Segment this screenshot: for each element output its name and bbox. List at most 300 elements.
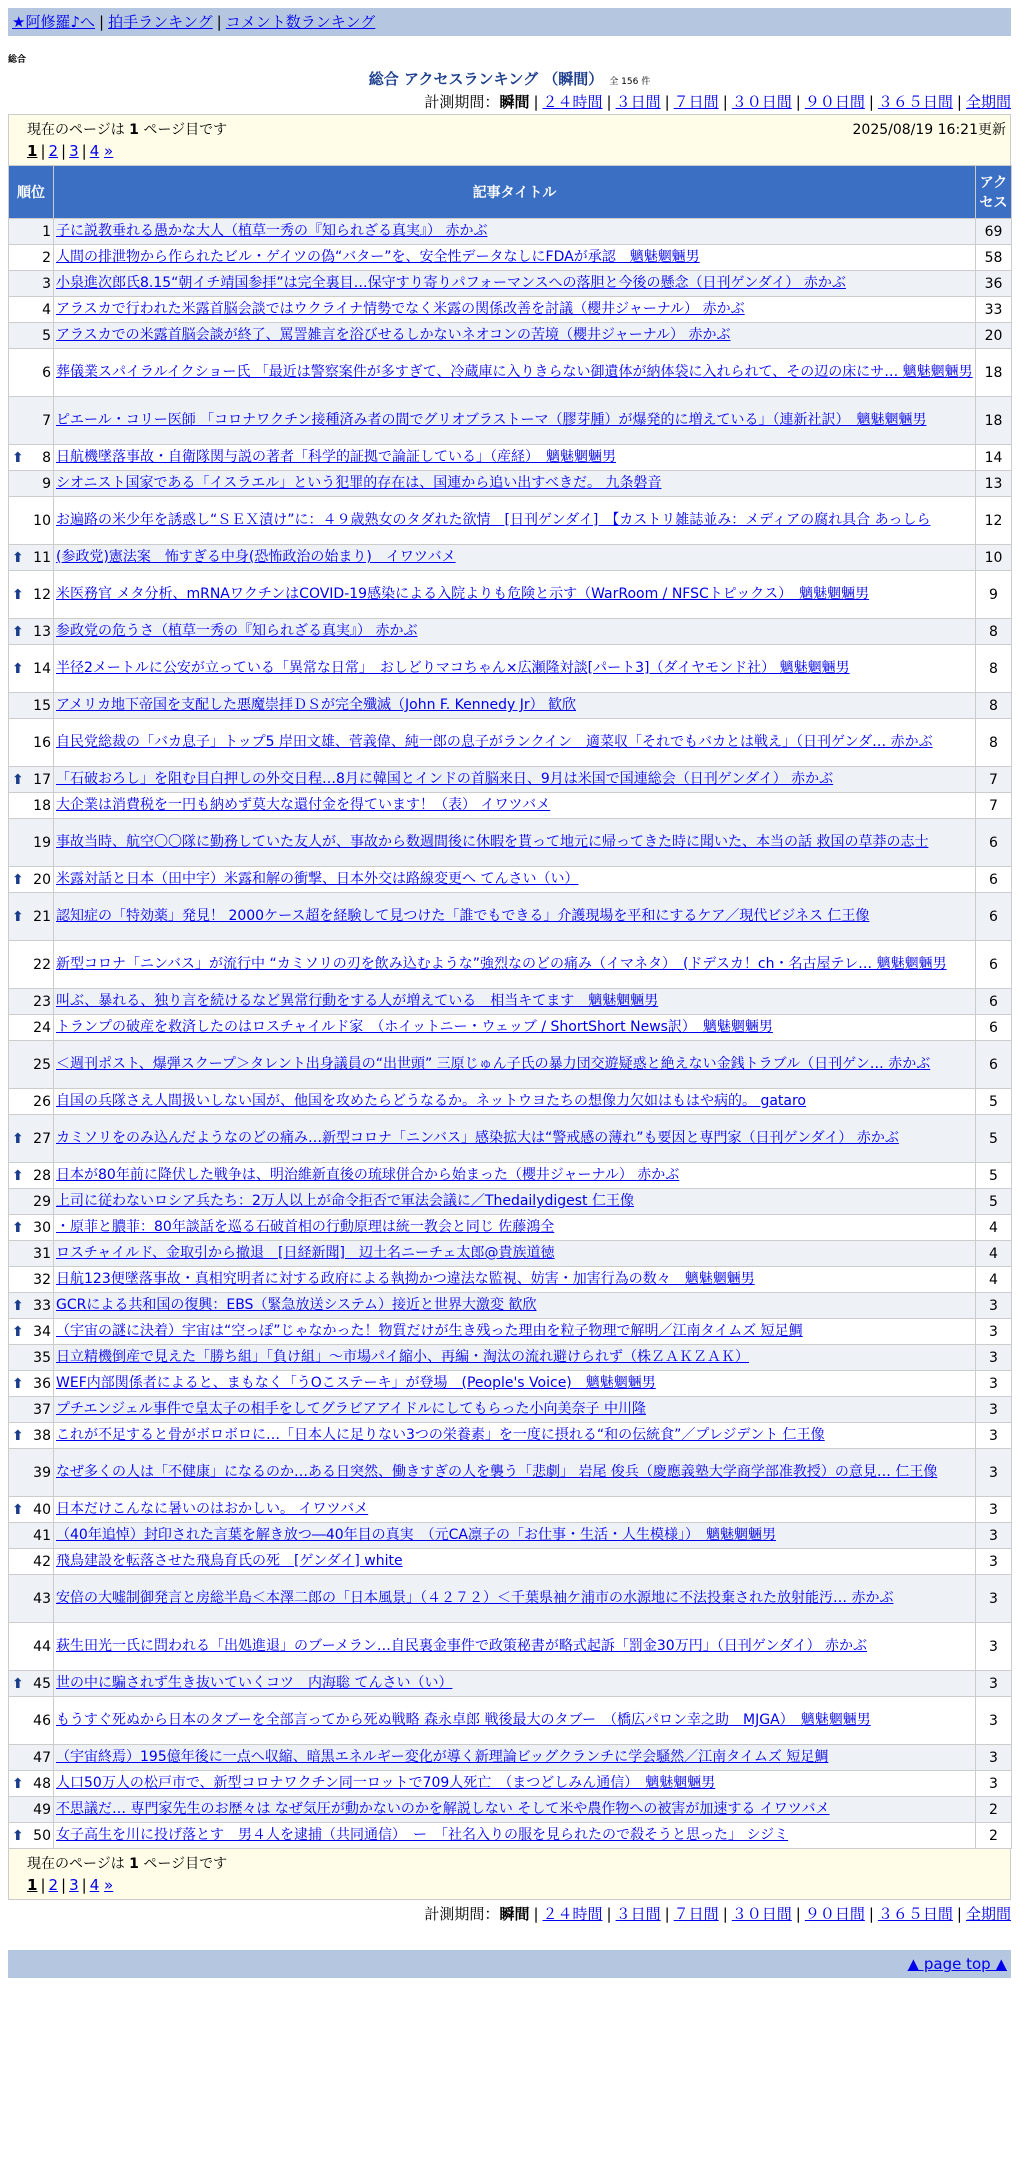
article-link[interactable]: 日航123便墜落事故・真相究明者に対する政府による執拗かつ違法な監視、妨害・加害行為の数々 魑魅魍魎男	[56, 1271, 755, 1287]
table-row	[9, 1771, 1012, 1797]
table-row	[9, 1115, 1012, 1163]
table-row	[9, 1345, 1012, 1371]
access-header: アクセス	[976, 166, 1012, 219]
rank-up-arrow-icon: ⬆	[12, 771, 24, 788]
title-cell	[54, 1041, 976, 1089]
page-top-link[interactable]: ▲ page top ▲	[907, 1955, 1007, 1973]
access-count: 6	[976, 867, 1012, 893]
article-link[interactable]: ・原菲と膿菲：80年談話を巡る石破首相の行動原理は統一教会と同じ 佐藤鴻全	[56, 1219, 555, 1235]
article-link[interactable]: （宇宙の謎に決着）宇宙は“空っぽ”じゃなかった！物質だけが生き残った理由を粒子物理で解明／江南タイムズ 短足鯛	[56, 1323, 803, 1339]
table-row	[9, 545, 1012, 571]
period-link[interactable]: ３日間	[615, 1905, 661, 1923]
rank-header: 順位	[9, 166, 54, 219]
rank-cell	[9, 397, 54, 445]
rank-cell	[9, 349, 54, 397]
table-row	[9, 445, 1012, 471]
rank-cell	[9, 1293, 54, 1319]
table-row	[9, 271, 1012, 297]
title-cell	[54, 941, 976, 989]
rank-number: 47	[33, 1749, 51, 1766]
table-row	[9, 1293, 1012, 1319]
article-link[interactable]: 上司に従わないロシア兵たち：2万人以上が命令拒否で軍法会議に／Thedailydigest 仁王像	[56, 1193, 634, 1209]
rank-cell	[9, 1623, 54, 1671]
table-row	[9, 1041, 1012, 1089]
ranking-title: 総合 アクセスランキング （瞬間）	[368, 70, 604, 88]
table-row	[9, 471, 1012, 497]
rank-up-arrow-icon: ⬆	[12, 871, 24, 888]
title-cell	[54, 1449, 976, 1497]
rank-number: 42	[33, 1553, 51, 1570]
title-cell	[54, 1215, 976, 1241]
title-cell	[54, 867, 976, 893]
title-cell	[54, 471, 976, 497]
rank-number: 9	[42, 475, 51, 492]
rank-cell	[9, 793, 54, 819]
access-count: 3	[976, 1371, 1012, 1397]
rank-number: 39	[33, 1464, 51, 1481]
article-link[interactable]: 自国の兵隊さえ人間扱いしない国が、他国を攻めたらどうなるか。ネットウヨたちの想像力欠如はもはや病的。 gataro	[56, 1093, 806, 1109]
title-cell	[54, 693, 976, 719]
title-cell	[54, 1623, 976, 1671]
article-link[interactable]: プチエンジェル事件で皇太子の相手をしてグラビアアイドルにしてもらった小向美奈子 中川隆	[56, 1401, 646, 1417]
rank-up-arrow-icon: ⬆	[12, 1219, 24, 1236]
period-separator: |	[795, 93, 801, 111]
title-cell	[54, 1697, 976, 1745]
access-count: 8	[976, 693, 1012, 719]
article-link[interactable]: 女子高生を川に投げ落とす 男４人を逮捕（共同通信） ー 「社名入りの服を見られたので殺そうと思った」 シジミ	[56, 1827, 789, 1843]
period-separator: |	[664, 93, 670, 111]
article-link[interactable]: 自民党総裁の「バカ息子」トップ5 岸田文雄、菅義偉、純一郎の息子がランクイン 適菜収「それでもバカとは戦え」（日刊ゲンダ… 赤かぶ	[56, 734, 933, 750]
period-link[interactable]: ９０日間	[804, 93, 865, 111]
access-count: 3	[976, 1523, 1012, 1549]
table-row	[9, 1163, 1012, 1189]
period-separator: |	[606, 93, 612, 111]
article-link[interactable]: 大企業は消費税を一円も納めず莫大な還付金を得ています！（表） イワツバメ	[56, 797, 551, 813]
period-separator: |	[868, 93, 874, 111]
title-cell	[54, 545, 976, 571]
article-link[interactable]: （40年追悼）封印された言葉を解き放つ―40年目の真実 （元CA凛子の「お仕事・生活・人生模様」） 魑魅魍魎男	[56, 1527, 776, 1543]
title-cell	[54, 349, 976, 397]
access-count: 4	[976, 1215, 1012, 1241]
rank-cell	[9, 645, 54, 693]
rank-cell	[9, 941, 54, 989]
pager-separator: |	[61, 1876, 67, 1894]
rank-cell	[9, 297, 54, 323]
table-row	[9, 719, 1012, 767]
rank-number: 40	[33, 1501, 51, 1518]
rank-number: 6	[42, 364, 51, 381]
title-cell	[54, 245, 976, 271]
title-cell	[54, 1797, 976, 1823]
table-row	[9, 693, 1012, 719]
title-cell	[54, 219, 976, 245]
access-count: 5	[976, 1115, 1012, 1163]
article-link[interactable]: 人間の排泄物から作られたビル・ゲイツの偽“バター”を、安全性データなしにFDAが承認 魑魅魍魎男	[56, 249, 700, 265]
rank-cell	[9, 619, 54, 645]
rank-number: 3	[42, 275, 51, 292]
period-link[interactable]: ９０日間	[804, 1905, 865, 1923]
pager-link[interactable]: 4	[89, 142, 100, 160]
rank-cell	[9, 1745, 54, 1771]
rank-number: 13	[33, 623, 51, 640]
rank-number: 1	[42, 223, 51, 240]
pager-link[interactable]: 2	[48, 142, 59, 160]
rank-number: 4	[42, 301, 51, 318]
period-link[interactable]: ３６５日間	[877, 1905, 953, 1923]
access-count: 6	[976, 1041, 1012, 1089]
table-row	[9, 323, 1012, 349]
rank-number: 21	[33, 908, 51, 925]
rank-up-arrow-icon: ⬆	[12, 660, 24, 677]
title-cell	[54, 1423, 976, 1449]
period-link[interactable]: ３０日間	[731, 93, 792, 111]
table-row	[9, 1745, 1012, 1771]
period-link[interactable]: 全期間	[965, 1905, 1011, 1923]
access-count: 6	[976, 941, 1012, 989]
table-row	[9, 867, 1012, 893]
title-cell	[54, 445, 976, 471]
pager-separator: |	[40, 142, 46, 160]
rank-number: 17	[33, 771, 51, 788]
period-current: 瞬間	[499, 1905, 530, 1923]
pager-separator: |	[81, 1876, 87, 1894]
access-count: 8	[976, 619, 1012, 645]
article-link[interactable]: WEF内部関係者によると、まもなく「うOこステーキ」が登場 (People's Voice) 魑魅魍魎男	[56, 1375, 656, 1391]
table-row	[9, 1267, 1012, 1293]
rank-number: 36	[33, 1375, 51, 1392]
title-cell	[54, 1241, 976, 1267]
period-separator: |	[533, 1905, 539, 1923]
rank-number: 27	[33, 1130, 51, 1147]
rank-number: 10	[33, 512, 51, 529]
access-count: 6	[976, 819, 1012, 867]
rank-number: 24	[33, 1019, 51, 1036]
title-cell	[54, 1523, 976, 1549]
rank-number: 31	[33, 1245, 51, 1262]
article-link[interactable]: 世の中に騙されず生き抜いていくコツ 内海聡 てんさい（い）	[56, 1675, 453, 1691]
rank-number: 30	[33, 1219, 51, 1236]
article-link[interactable]: (参政党)憲法案 怖すぎる中身(恐怖政治の始まり) イワツバメ	[56, 549, 456, 565]
title-cell	[54, 323, 976, 349]
period-label: 計測期間：	[424, 1905, 500, 1923]
access-count: 2	[976, 1823, 1012, 1849]
table-row	[9, 1671, 1012, 1697]
rank-cell	[9, 1345, 54, 1371]
rank-cell	[9, 323, 54, 349]
access-count: 8	[976, 645, 1012, 693]
rank-number: 28	[33, 1167, 51, 1184]
period-separator: |	[956, 1905, 962, 1923]
page-info-box	[8, 114, 1011, 165]
period-link[interactable]: ７日間	[673, 1905, 719, 1923]
period-selector	[8, 90, 1011, 114]
access-count: 10	[976, 545, 1012, 571]
article-link[interactable]: 新型コロナ「ニンバス」が流行中 “カミソリの刃を飲み込むような”強烈なのどの痛み（イマネタ） (ドデスカ！ch・名古屋テレ… 魑魅魍魎男	[56, 956, 947, 972]
rank-up-arrow-icon: ⬆	[12, 1427, 24, 1444]
article-link[interactable]: ロスチャイルド、金取引から撤退 [日経新聞] 辺土名ニーチェ太郎@貴族道徳	[56, 1245, 555, 1261]
article-link[interactable]: 子に説教垂れる愚かな大人（植草一秀の『知られざる真実』） 赤かぶ	[56, 223, 488, 239]
pager-link[interactable]: 4	[89, 1876, 100, 1894]
rank-number: 5	[42, 327, 51, 344]
rank-number: 44	[33, 1638, 51, 1655]
table-row	[9, 349, 1012, 397]
title-cell	[54, 1345, 976, 1371]
rank-number: 7	[42, 412, 51, 429]
rank-cell	[9, 1089, 54, 1115]
title-cell	[54, 1319, 976, 1345]
article-link[interactable]: アメリカ地下帝国を支配した悪魔崇拝ＤＳが完全殲滅（John F. Kennedy Jr） 歓欣	[56, 697, 577, 713]
article-link[interactable]: 「石破おろし」を阻む目白押しの外交日程…8月に韓国とインドの首脳来日、9月は米国で国連総会（日刊ゲンダイ） 赤かぶ	[56, 771, 834, 787]
rank-number: 48	[33, 1775, 51, 1792]
title-cell	[54, 893, 976, 941]
article-link[interactable]: 半径2メートルに公安が立っている「異常な日常」 おしどりマコちゃん×広瀬隆対談[パート3]（ダイヤモンド社） 魑魅魍魎男	[56, 660, 850, 676]
rank-number: 26	[33, 1093, 51, 1110]
home-link[interactable]: ★阿修羅♪へ	[12, 13, 96, 31]
article-link[interactable]: 日立精機倒産で見えた「勝ち組」「負け組」〜市場パイ縮小、再編・淘汰の流れ避けられず（株ＺＡＫＺＡＫ）	[56, 1349, 749, 1365]
article-link[interactable]: 米露対話と日本（田中宇）米露和解の衝撃、日本外交は路線変更へ てんさい（い）	[56, 871, 579, 887]
access-count: 3	[976, 1293, 1012, 1319]
article-link[interactable]: 不思議だ… 専門家先生のお歴々は なぜ気圧が動かないのかを解説しない そして米や農作物への被害が加速する イワツバメ	[56, 1801, 830, 1817]
period-separator: |	[722, 1905, 728, 1923]
access-count: 3	[976, 1697, 1012, 1745]
access-count: 12	[976, 497, 1012, 545]
period-current: 瞬間	[499, 93, 530, 111]
pager-link[interactable]: 2	[48, 1876, 59, 1894]
table-row	[9, 1449, 1012, 1497]
title-cell	[54, 1771, 976, 1797]
title-cell	[54, 819, 976, 867]
access-count: 33	[976, 297, 1012, 323]
pager-next-link[interactable]: »	[104, 1876, 114, 1894]
rank-cell	[9, 1163, 54, 1189]
article-link[interactable]: もうすぐ死ぬから日本のタブーを全部言ってから死ぬ戦略 森永卓郎 戦後最大のタブー （橋広パロン幸之助 MJGA） 魑魅魍魎男	[56, 1712, 871, 1728]
table-row	[9, 1089, 1012, 1115]
pager-separator: |	[61, 142, 67, 160]
title-cell	[54, 1293, 976, 1319]
title-cell	[54, 1671, 976, 1697]
rank-up-arrow-icon: ⬆	[12, 1501, 24, 1518]
rank-cell	[9, 1549, 54, 1575]
rank-cell	[9, 819, 54, 867]
rank-cell	[9, 1523, 54, 1549]
article-link[interactable]: 日本が80年前に降伏した戦争は、明治維新直後の琉球併合から始まった（櫻井ジャーナル） 赤かぶ	[56, 1167, 680, 1183]
period-link[interactable]: ３０日間	[731, 1905, 792, 1923]
rank-number: 38	[33, 1427, 51, 1444]
rank-number: 41	[33, 1527, 51, 1544]
article-link[interactable]: ピエール・コリー医師 「コロナワクチン接種済み者の間でグリオブラストーマ（膠芽腫）が爆発的に増えている」（連新社訳） 魑魅魍魎男	[56, 412, 927, 428]
rank-up-arrow-icon: ⬆	[12, 1375, 24, 1392]
pager-link[interactable]: 3	[69, 1876, 79, 1894]
article-link[interactable]: なぜ多くの人は「不健康」になるのか…ある日突然、働きすぎの人を襲う「悲劇」 岩尾 俊兵（慶應義塾大学商学部准教授）の意見… 仁王像	[56, 1464, 938, 1480]
rank-cell	[9, 1697, 54, 1745]
table-row	[9, 989, 1012, 1015]
rank-cell	[9, 1497, 54, 1523]
period-separator: |	[606, 1905, 612, 1923]
period-separator: |	[868, 1905, 874, 1923]
rank-cell	[9, 545, 54, 571]
rank-up-arrow-icon: ⬆	[12, 1130, 24, 1147]
access-count: 3	[976, 1449, 1012, 1497]
rank-cell	[9, 1771, 54, 1797]
table-row	[9, 1823, 1012, 1849]
table-row	[9, 1423, 1012, 1449]
pager-bottom	[27, 1876, 113, 1894]
item-count: 全 156 件	[609, 77, 651, 87]
title-cell	[54, 989, 976, 1015]
rank-cell	[9, 1397, 54, 1423]
rank-up-arrow-icon: ⬆	[12, 623, 24, 640]
article-link[interactable]: 葬儀業スパイラルイクショー氏 「最近は警察案件が多すぎて、冷蔵庫に入りきらない御遺体が納体袋に入れられて、その辺の床にサ… 魑魅魍魎男	[56, 364, 973, 380]
table-row	[9, 941, 1012, 989]
access-count: 18	[976, 349, 1012, 397]
rank-number: 25	[33, 1056, 51, 1073]
pager-link[interactable]: 3	[69, 142, 79, 160]
rank-up-arrow-icon: ⬆	[12, 1167, 24, 1184]
article-link[interactable]: トランプの破産を救済したのはロスチャイルド家 （ホイットニー・ウェッブ / ShortShort News訳） 魑魅魍魎男	[56, 1019, 773, 1035]
category-label: 総合	[8, 55, 27, 65]
rank-number: 19	[33, 834, 51, 851]
table-row	[9, 645, 1012, 693]
title-cell	[54, 497, 976, 545]
table-row	[9, 1497, 1012, 1523]
title-cell	[54, 767, 976, 793]
article-link[interactable]: （宇宙終焉）195億年後に一点へ収縮、暗黒エネルギー変化が導く新理論ビッグクランチに学会騒然／江南タイムズ 短足鯛	[56, 1749, 829, 1765]
access-count: 3	[976, 1397, 1012, 1423]
access-count: 3	[976, 1745, 1012, 1771]
period-link[interactable]: 全期間	[965, 93, 1011, 111]
pager-next-link[interactable]: »	[104, 142, 114, 160]
rank-cell	[9, 445, 54, 471]
title-cell	[54, 1745, 976, 1771]
article-link[interactable]: 人口50万人の松戸市で、新型コロナワクチン同一ロットで709人死亡 （まつどしみん通信） 魑魅魍魎男	[56, 1775, 716, 1791]
period-link[interactable]: ２４時間	[542, 93, 603, 111]
rank-up-arrow-icon: ⬆	[12, 1827, 24, 1844]
table-row	[9, 1241, 1012, 1267]
rank-number: 34	[33, 1323, 51, 1340]
rank-cell	[9, 471, 54, 497]
article-link[interactable]: シオニスト国家である「イスラエル」という犯罪的存在は、国連から追い出すべきだ。 九条磐音	[56, 475, 662, 491]
rank-cell	[9, 1371, 54, 1397]
rank-number: 22	[33, 956, 51, 973]
page-info-box-bottom	[8, 1849, 1011, 1900]
access-count: 3	[976, 1575, 1012, 1623]
rank-number: 11	[33, 549, 51, 566]
table-row	[9, 245, 1012, 271]
article-link[interactable]: 事故当時、航空〇〇隊に勤務していた友人が、事故から数週間後に休暇を貰って地元に帰ってきた時に聞いた、本当の話 救国の草莽の志士	[56, 834, 929, 850]
rank-number: 18	[33, 797, 51, 814]
article-link[interactable]: 日航機墜落事故・自衛隊関与説の著者「科学的証拠で論証している」（産経） 魑魅魍魎男	[56, 449, 616, 465]
article-link[interactable]: 認知症の「特効薬」発見！ 2000ケース超を経験して見つけた「誰でもできる」介護現場を平和にするケア／現代ビジネス 仁王像	[56, 908, 870, 924]
table-row	[9, 619, 1012, 645]
top-nav-bar	[8, 8, 1011, 36]
title-cell	[54, 571, 976, 619]
access-count: 3	[976, 1671, 1012, 1697]
bottom-bar	[8, 1950, 1011, 1978]
period-link[interactable]: ３６５日間	[877, 93, 953, 111]
access-count: 6	[976, 1015, 1012, 1041]
title-cell	[54, 719, 976, 767]
article-link[interactable]: アラスカでの米露首脳会談が終了、罵詈雑言を浴びせるしかないネオコンの苦境（櫻井ジャーナル） 赤かぶ	[56, 327, 731, 343]
rank-cell	[9, 497, 54, 545]
table-row	[9, 1189, 1012, 1215]
rank-up-arrow-icon: ⬆	[12, 1323, 24, 1340]
rank-cell	[9, 219, 54, 245]
title-cell	[54, 1823, 976, 1849]
table-row	[9, 1215, 1012, 1241]
rank-number: 35	[33, 1349, 51, 1366]
access-count: 7	[976, 793, 1012, 819]
article-link[interactable]: 萩生田光一氏に問われる「出処進退」のブーメラン…自民裏金事件で政策秘書が略式起訴「罰金30万円」（日刊ゲンダイ） 赤かぶ	[56, 1638, 868, 1654]
table-row	[9, 219, 1012, 245]
table-row	[9, 893, 1012, 941]
access-count: 18	[976, 397, 1012, 445]
period-separator: |	[956, 93, 962, 111]
title-cell	[54, 645, 976, 693]
rank-number: 29	[33, 1193, 51, 1210]
article-link[interactable]: アラスカで行われた米露首脳会談ではウクライナ情勢でなく米露の関係改善を討議（櫻井ジャーナル） 赤かぶ	[56, 301, 745, 317]
article-link[interactable]: これが不足すると骨がボロボロに…「日本人に足りない3つの栄養素」を一度に摂れる“和の伝統食”／プレジデント 仁王像	[56, 1427, 825, 1443]
access-count: 5	[976, 1189, 1012, 1215]
article-link[interactable]: 米医務官 メタ分析、mRNAワクチンはCOVID-19感染による入院よりも危険と示す（WarRoom / NFSCトピックス） 魑魅魍魎男	[56, 586, 870, 602]
rank-up-arrow-icon: ⬆	[12, 586, 24, 603]
rank-cell	[9, 719, 54, 767]
period-link[interactable]: ２４時間	[542, 1905, 603, 1923]
article-link[interactable]: 日本だけこんなに暑いのはおかしい。 イワツバメ	[56, 1501, 369, 1517]
rank-cell	[9, 271, 54, 297]
comment-ranking-link[interactable]: コメント数ランキング	[225, 13, 376, 31]
ranking-table	[8, 165, 1012, 1849]
clap-ranking-link[interactable]: 拍手ランキング	[108, 13, 213, 31]
article-link[interactable]: お遍路の米少年を誘惑し“ＳＥＸ漬け”に：４９歳熟女のタダれた欲情 [日刊ゲンダイ] 【カストリ雑誌並み：メディアの腐れ具合 あっしら	[56, 512, 931, 528]
table-row	[9, 1575, 1012, 1623]
access-count: 4	[976, 1267, 1012, 1293]
article-link[interactable]: 飛鳥建設を転落させた飛鳥育氏の死 [ゲンダイ] white	[56, 1553, 403, 1569]
table-row	[9, 819, 1012, 867]
access-count: 3	[976, 1423, 1012, 1449]
article-link[interactable]: 安倍の大嘘制御発言と房総半島＜本澤二郎の「日本風景」（４２７２）＜千葉県袖ケ浦市の水源地に不法投棄された放射能汚… 赤かぶ	[56, 1590, 894, 1606]
rank-cell	[9, 867, 54, 893]
period-link[interactable]: ３日間	[615, 93, 661, 111]
rank-cell	[9, 245, 54, 271]
access-count: 3	[976, 1497, 1012, 1523]
title-cell	[54, 297, 976, 323]
rank-number: 23	[33, 993, 51, 1010]
title-cell	[54, 271, 976, 297]
article-link[interactable]: GCRによる共和国の復興：EBS（緊急放送システム）接近と世界大激変 歓欣	[56, 1297, 537, 1313]
article-link[interactable]: 小泉進次郎氏8.15“朝イチ靖国参拝”は完全裏目…保守すり寄りパフォーマンスへの落胆と今後の懸念（日刊ゲンダイ） 赤かぶ	[56, 275, 846, 291]
nav-separator: |	[216, 13, 222, 31]
title-header: 記事タイトル	[54, 166, 976, 219]
period-link[interactable]: ７日間	[673, 93, 719, 111]
rank-up-arrow-icon: ⬆	[12, 1675, 24, 1692]
pager	[27, 142, 113, 160]
title-cell	[54, 1163, 976, 1189]
rank-up-arrow-icon: ⬆	[12, 908, 24, 925]
article-link[interactable]: 叫ぶ、暴れる、独り言を続けるなど異常行動をする人が増えている 相当キてます 魑魅魍魎男	[56, 993, 659, 1009]
article-link[interactable]: ＜週刊ポスト、爆弾スクープ＞タレント出身議員の“出世頭” 三原じゅん子氏の暴力団交遊疑惑と絶えない金銭トラブル（日刊ゲン… 赤かぶ	[56, 1056, 931, 1072]
rank-up-arrow-icon: ⬆	[12, 1297, 24, 1314]
rank-cell	[9, 1823, 54, 1849]
table-row	[9, 397, 1012, 445]
table-row	[9, 1697, 1012, 1745]
article-link[interactable]: カミソリをのみ込んだようなのどの痛み…新型コロナ「ニンバス」感染拡大は“警戒感の薄れ”も要因と専門家（日刊ゲンダイ） 赤かぶ	[56, 1130, 899, 1146]
rank-cell	[9, 1189, 54, 1215]
rank-number: 15	[33, 697, 51, 714]
table-row	[9, 497, 1012, 545]
article-link[interactable]: 参政党の危うさ（植草一秀の『知られざる真実』） 赤かぶ	[56, 623, 418, 639]
rank-cell	[9, 1267, 54, 1293]
table-row	[9, 1319, 1012, 1345]
